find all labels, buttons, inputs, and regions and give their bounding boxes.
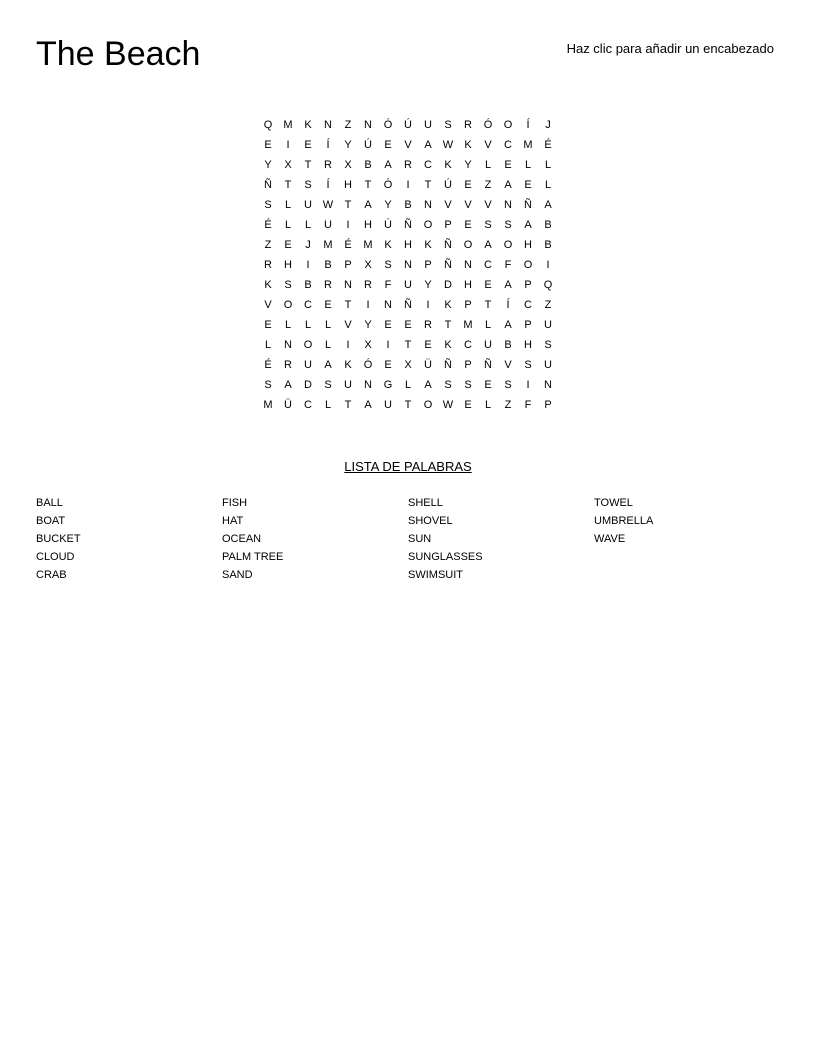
puzzle-cell: A xyxy=(504,319,512,331)
puzzle-cell: Ú xyxy=(444,179,452,191)
puzzle-cell: T xyxy=(404,399,412,411)
puzzle-cell: L xyxy=(324,319,332,331)
puzzle-cell: N xyxy=(404,259,412,271)
puzzle-grid xyxy=(258,115,558,415)
puzzle-cell: A xyxy=(504,279,512,291)
puzzle-cell: É xyxy=(544,139,552,151)
puzzle-cell: N xyxy=(464,259,472,271)
puzzle-cell: P xyxy=(344,259,352,271)
puzzle-cell: S xyxy=(464,379,472,391)
puzzle-cell: U xyxy=(544,319,552,331)
puzzle-cell: K xyxy=(424,239,432,251)
puzzle-cell: L xyxy=(304,219,312,231)
word-list-item: CRAB xyxy=(36,569,67,581)
puzzle-cell: E xyxy=(324,299,332,311)
word-list-item: BALL xyxy=(36,497,63,509)
puzzle-cell: V xyxy=(264,299,272,311)
puzzle-cell: P xyxy=(464,359,472,371)
puzzle-cell: O xyxy=(503,239,513,251)
puzzle-cell: X xyxy=(364,259,372,271)
puzzle-cell: I xyxy=(366,299,370,311)
puzzle-cell: A xyxy=(544,199,552,211)
puzzle-cell: L xyxy=(264,339,272,351)
puzzle-cell: M xyxy=(283,119,293,131)
puzzle-cell: T xyxy=(424,179,432,191)
puzzle-cell: K xyxy=(344,359,352,371)
puzzle-cell: T xyxy=(344,399,352,411)
puzzle-cell: I xyxy=(346,219,350,231)
puzzle-cell: N xyxy=(364,379,372,391)
puzzle-cell: E xyxy=(264,319,272,331)
word-list-column xyxy=(36,494,222,584)
puzzle-cell: H xyxy=(464,279,472,291)
puzzle-cell: S xyxy=(444,379,452,391)
puzzle-cell: Ñ xyxy=(524,199,532,211)
puzzle-cell: E xyxy=(484,279,492,291)
puzzle-cell: P xyxy=(524,319,532,331)
puzzle-cell: B xyxy=(544,219,552,231)
puzzle-cell: I xyxy=(386,339,390,351)
puzzle-cell: A xyxy=(484,239,492,251)
word-list-item: CLOUD xyxy=(36,551,75,563)
puzzle-cell: P xyxy=(424,259,432,271)
puzzle-cell: O xyxy=(463,239,473,251)
puzzle-cell: A xyxy=(364,399,372,411)
puzzle-cell: V xyxy=(504,359,512,371)
puzzle-cell: M xyxy=(523,139,533,151)
puzzle-cell: X xyxy=(364,339,372,351)
puzzle-cell: P xyxy=(444,219,452,231)
puzzle-cell: S xyxy=(484,219,492,231)
puzzle-cell: M xyxy=(463,319,473,331)
puzzle-cell: P xyxy=(544,399,552,411)
puzzle-cell: N xyxy=(424,199,432,211)
word-list-item: BOAT xyxy=(36,515,66,527)
puzzle-cell: Z xyxy=(544,299,552,311)
puzzle-cell: S xyxy=(504,379,512,391)
puzzle-cell: A xyxy=(324,359,332,371)
puzzle-cell: E xyxy=(404,319,412,331)
word-list-item: BUCKET xyxy=(36,533,81,545)
puzzle-cell: X xyxy=(284,159,292,171)
puzzle-cell: I xyxy=(546,259,550,271)
puzzle-cell: L xyxy=(284,199,292,211)
puzzle-cell: L xyxy=(324,339,332,351)
word-list-item: WAVE xyxy=(594,533,626,545)
puzzle-cell: E xyxy=(464,179,472,191)
puzzle-cell: O xyxy=(423,219,433,231)
puzzle-cell: O xyxy=(283,299,293,311)
puzzle-cell: P xyxy=(524,279,532,291)
puzzle-cell: J xyxy=(545,119,551,131)
puzzle-cell: R xyxy=(364,279,372,291)
puzzle-cell: L xyxy=(544,179,552,191)
puzzle-cell: E xyxy=(304,139,312,151)
puzzle-cell: V xyxy=(484,139,492,151)
puzzle-cell: A xyxy=(284,379,292,391)
puzzle-cell: L xyxy=(544,159,552,171)
puzzle-cell: L xyxy=(404,379,412,391)
puzzle-cell: Y xyxy=(344,139,352,151)
puzzle-cell: W xyxy=(442,139,454,151)
puzzle-cell: U xyxy=(384,399,392,411)
puzzle-cell: A xyxy=(364,199,372,211)
puzzle-cell: K xyxy=(444,339,452,351)
puzzle-cell: O xyxy=(423,399,433,411)
puzzle-cell: Ñ xyxy=(444,259,452,271)
puzzle-cell: K xyxy=(384,239,392,251)
puzzle-cell: F xyxy=(524,399,532,411)
word-list-title xyxy=(0,459,816,475)
puzzle-cell: S xyxy=(444,119,452,131)
puzzle-cell: M xyxy=(263,399,273,411)
word-list-item: SWIMSUIT xyxy=(408,569,463,581)
puzzle-cell: W xyxy=(442,399,454,411)
puzzle-cell: U xyxy=(304,359,312,371)
puzzle-cell: C xyxy=(424,159,432,171)
puzzle-cell: Ú xyxy=(404,119,412,131)
puzzle-cell: Í xyxy=(506,299,510,311)
puzzle-cell: Í xyxy=(526,119,530,131)
puzzle-cell: J xyxy=(305,239,311,251)
puzzle-cell: H xyxy=(524,239,532,251)
puzzle-cell: L xyxy=(484,319,492,331)
puzzle-cell: Ñ xyxy=(484,359,492,371)
puzzle-cell: I xyxy=(426,299,430,311)
puzzle-cell: Í xyxy=(326,179,330,191)
puzzle-cell: S xyxy=(264,379,272,391)
puzzle-cell: E xyxy=(524,179,532,191)
puzzle-cell: E xyxy=(384,359,392,371)
puzzle-cell: V xyxy=(344,319,352,331)
puzzle-cell: A xyxy=(504,179,512,191)
puzzle-cell: K xyxy=(444,299,452,311)
puzzle-cell: R xyxy=(324,159,332,171)
puzzle-cell: T xyxy=(404,339,412,351)
puzzle-cell: U xyxy=(324,219,332,231)
word-list-item: PALM TREE xyxy=(222,551,284,563)
puzzle-cell: S xyxy=(264,199,272,211)
puzzle-cell: É xyxy=(264,359,272,371)
puzzle-cell: D xyxy=(304,379,312,391)
word-list-column xyxy=(408,494,594,584)
puzzle-cell: U xyxy=(404,279,412,291)
puzzle-cell: I xyxy=(406,179,410,191)
puzzle-cell: Z xyxy=(264,239,272,251)
puzzle-cell: A xyxy=(384,159,392,171)
puzzle-cell: Z xyxy=(344,119,352,131)
puzzle-cell: X xyxy=(404,359,412,371)
puzzle-cell: S xyxy=(324,379,332,391)
puzzle-cell: R xyxy=(424,319,432,331)
puzzle-cell: R xyxy=(324,279,332,291)
word-list-item: SUNGLASSES xyxy=(408,551,483,563)
puzzle-cell: A xyxy=(524,219,532,231)
puzzle-cell: É xyxy=(344,239,352,251)
puzzle-cell: T xyxy=(344,299,352,311)
puzzle-cell: C xyxy=(504,139,512,151)
puzzle-cell: Ó xyxy=(383,179,393,191)
puzzle-cell: O xyxy=(523,259,533,271)
puzzle-cell: C xyxy=(464,339,472,351)
word-list-item: TOWEL xyxy=(594,497,633,509)
puzzle-cell: U xyxy=(304,199,312,211)
word-list-item: FISH xyxy=(222,497,248,509)
puzzle-cell: O xyxy=(503,119,513,131)
puzzle-cell: É xyxy=(264,219,272,231)
puzzle-cell: V xyxy=(404,139,412,151)
word-list-column xyxy=(594,494,778,584)
puzzle-cell: E xyxy=(384,319,392,331)
puzzle-cell: C xyxy=(484,259,492,271)
puzzle-cell: T xyxy=(304,159,312,171)
puzzle-cell: I xyxy=(526,379,530,391)
header-placeholder[interactable]: Haz clic para añadir un encabezado xyxy=(566,41,774,56)
puzzle-cell: D xyxy=(444,279,452,291)
word-list-item: SAND xyxy=(222,569,253,581)
puzzle-cell: F xyxy=(384,279,392,291)
puzzle-cell: M xyxy=(323,239,333,251)
puzzle-cell: Q xyxy=(543,279,553,291)
puzzle-cell: T xyxy=(344,199,352,211)
puzzle-cell: G xyxy=(383,379,393,391)
puzzle-cell: U xyxy=(344,379,352,391)
puzzle-cell: V xyxy=(464,199,472,211)
puzzle-cell: B xyxy=(544,239,552,251)
puzzle-cell: C xyxy=(304,399,312,411)
puzzle-cell: L xyxy=(284,319,292,331)
puzzle-cell: X xyxy=(344,159,352,171)
puzzle-cell: O xyxy=(303,339,313,351)
puzzle-cell: N xyxy=(364,119,372,131)
puzzle-cell: P xyxy=(464,299,472,311)
puzzle-cell: K xyxy=(444,159,452,171)
puzzle-cell: N xyxy=(324,119,332,131)
puzzle-cell: Ú xyxy=(364,139,372,151)
puzzle-cell: S xyxy=(504,219,512,231)
puzzle-cell: E xyxy=(484,379,492,391)
puzzle-cell: B xyxy=(364,159,372,171)
puzzle-cell: R xyxy=(404,159,412,171)
puzzle-cell: Z xyxy=(484,179,492,191)
word-list-item: UMBRELLA xyxy=(594,515,654,527)
puzzle-cell: E xyxy=(264,139,272,151)
puzzle-cell: S xyxy=(304,179,312,191)
puzzle-cell: E xyxy=(464,219,472,231)
puzzle-cell: Ñ xyxy=(264,179,272,191)
puzzle-cell: Ú xyxy=(384,219,392,231)
puzzle-cell: A xyxy=(424,139,432,151)
puzzle-cell: M xyxy=(363,239,373,251)
puzzle-cell: R xyxy=(264,259,272,271)
puzzle-cell: I xyxy=(306,259,310,271)
puzzle-cell: Y xyxy=(464,159,472,171)
puzzle-cell: N xyxy=(384,299,392,311)
puzzle-cell: E xyxy=(284,239,292,251)
puzzle-cell: U xyxy=(484,339,492,351)
word-list-column xyxy=(222,494,408,584)
puzzle-cell: T xyxy=(284,179,292,191)
puzzle-cell: L xyxy=(304,319,312,331)
puzzle-cell: H xyxy=(344,179,352,191)
puzzle-cell: Ñ xyxy=(404,219,412,231)
puzzle-cell: U xyxy=(424,119,432,131)
puzzle-cell: E xyxy=(504,159,512,171)
puzzle-cell: E xyxy=(464,399,472,411)
puzzle-cell: A xyxy=(424,379,432,391)
puzzle-cell: S xyxy=(544,339,552,351)
puzzle-cell: Ü xyxy=(424,359,432,371)
puzzle-cell: N xyxy=(544,379,552,391)
word-list-item: SHOVEL xyxy=(408,515,453,527)
puzzle-cell: F xyxy=(504,259,512,271)
puzzle-cell: R xyxy=(284,359,292,371)
puzzle-cell: Q xyxy=(263,119,273,131)
puzzle-cell: B xyxy=(304,279,312,291)
puzzle-cell: N xyxy=(284,339,292,351)
puzzle-cell: W xyxy=(322,199,334,211)
puzzle-cell: Y xyxy=(364,319,372,331)
puzzle-cell: L xyxy=(324,399,332,411)
puzzle-cell: H xyxy=(284,259,292,271)
word-list-item: SHELL xyxy=(408,497,443,509)
puzzle-cell: Ó xyxy=(363,359,373,371)
puzzle-cell: T xyxy=(484,299,492,311)
puzzle-cell: Ñ xyxy=(444,359,452,371)
puzzle-cell: S xyxy=(284,279,292,291)
page-title: The Beach xyxy=(36,35,201,73)
puzzle-cell: H xyxy=(524,339,532,351)
puzzle-cell: E xyxy=(384,139,392,151)
puzzle-cell: V xyxy=(484,199,492,211)
puzzle-cell: U xyxy=(544,359,552,371)
puzzle-cell: Y xyxy=(424,279,432,291)
puzzle-cell: V xyxy=(444,199,452,211)
puzzle-cell: L xyxy=(484,159,492,171)
puzzle-cell: N xyxy=(344,279,352,291)
puzzle-cell: I xyxy=(346,339,350,351)
puzzle-cell: K xyxy=(264,279,272,291)
word-list-item: HAT xyxy=(222,515,244,527)
puzzle-cell: I xyxy=(286,139,290,151)
puzzle-cell: T xyxy=(444,319,452,331)
word-list-item: OCEAN xyxy=(222,533,262,545)
puzzle-cell: Y xyxy=(264,159,272,171)
word-list-item: SUN xyxy=(408,533,432,545)
puzzle-cell: Ü xyxy=(284,399,292,411)
puzzle-cell: L xyxy=(284,219,292,231)
puzzle-cell: S xyxy=(384,259,392,271)
puzzle-cell: H xyxy=(404,239,412,251)
puzzle-cell: B xyxy=(324,259,332,271)
puzzle-cell: N xyxy=(504,199,512,211)
word-list xyxy=(36,494,778,584)
word-list-title-text: LISTA DE PALABRAS xyxy=(344,459,472,474)
puzzle-cell: C xyxy=(304,299,312,311)
puzzle-cell: Z xyxy=(504,399,512,411)
puzzle-cell: L xyxy=(524,159,532,171)
puzzle-cell: K xyxy=(464,139,472,151)
puzzle-cell: C xyxy=(524,299,532,311)
puzzle-cell: B xyxy=(504,339,512,351)
puzzle-cell: E xyxy=(424,339,432,351)
puzzle-cell: Ó xyxy=(383,119,393,131)
puzzle-cell: L xyxy=(484,399,492,411)
puzzle-cell: Í xyxy=(326,139,330,151)
puzzle-cell: S xyxy=(524,359,532,371)
puzzle-cell: Ñ xyxy=(404,299,412,311)
puzzle-cell: K xyxy=(304,119,312,131)
puzzle-cell: T xyxy=(364,179,372,191)
puzzle-cell: Y xyxy=(384,199,392,211)
puzzle-cell: H xyxy=(364,219,372,231)
puzzle-cell: Ó xyxy=(483,119,493,131)
puzzle-cell: Ñ xyxy=(444,239,452,251)
puzzle-cell: R xyxy=(464,119,472,131)
puzzle-cell: B xyxy=(404,199,412,211)
